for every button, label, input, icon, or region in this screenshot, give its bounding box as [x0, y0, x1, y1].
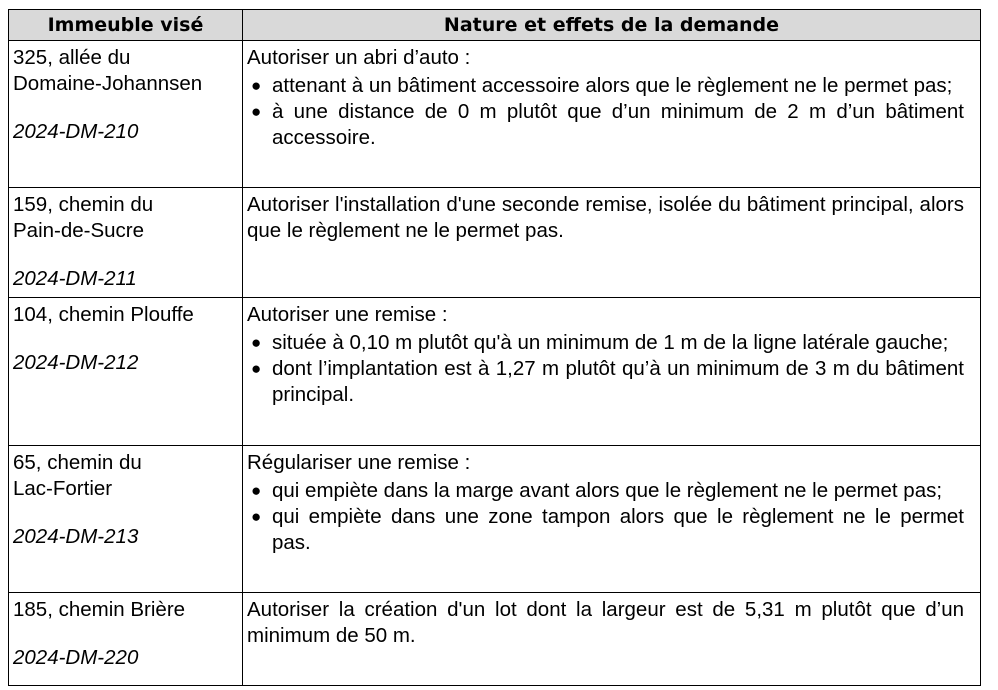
- file-code: 2024-DM-220: [13, 646, 139, 669]
- address-cell: [9, 593, 243, 686]
- bullet-list: [247, 330, 964, 408]
- bullet-text: attenant à un bâtiment accessoire alors que le règlement ne le permet pas;: [272, 74, 953, 97]
- address-cell: [9, 446, 243, 593]
- address-cell: [9, 298, 243, 446]
- table-row: [9, 593, 981, 686]
- address-cell: [9, 41, 243, 188]
- list-item: [247, 356, 964, 408]
- address-cell: [9, 188, 243, 298]
- list-item: [247, 478, 964, 504]
- bullet-text: dont l’implantation est à 1,27 m plutôt qu’à un minimum de 3 m du bâtiment principal.: [272, 357, 964, 406]
- bullet-text: qui empiète dans la marge avant alors que le règlement ne le permet pas;: [272, 479, 943, 502]
- table-row: [9, 188, 981, 298]
- description-cell: [243, 188, 981, 298]
- bullet-list: [247, 73, 964, 151]
- file-code: 2024-DM-213: [13, 525, 139, 548]
- header-immeuble: Immeuble visé: [9, 10, 243, 41]
- bullet-icon: ●: [251, 359, 262, 378]
- file-code: 2024-DM-212: [13, 351, 139, 374]
- description-cell: [243, 41, 981, 188]
- list-item: [247, 504, 964, 556]
- table-row: [9, 298, 981, 446]
- table-row: [9, 41, 981, 188]
- table-row: [9, 446, 981, 593]
- requests-table: [8, 9, 981, 686]
- list-item: [247, 99, 964, 151]
- bullet-icon: ●: [251, 76, 262, 95]
- file-code: 2024-DM-211: [13, 267, 137, 290]
- table-header-row: [9, 10, 981, 41]
- bullet-text: située à 0,10 m plutôt qu'à un minimum de 1 m de la ligne latérale gauche;: [272, 331, 949, 354]
- address-text: 185, chemin Brière: [13, 598, 186, 621]
- bullet-icon: ●: [251, 102, 262, 121]
- description-cell: [243, 593, 981, 686]
- header-nature: Nature et effets de la demande: [243, 10, 981, 41]
- address-text: 325, allée du Domaine-Johannsen: [13, 46, 203, 95]
- bullet-list: [247, 478, 964, 556]
- description-cell: [243, 298, 981, 446]
- bullet-icon: ●: [251, 507, 262, 526]
- address-text: 159, chemin du Pain-de-Sucre: [13, 193, 154, 242]
- bullet-icon: ●: [251, 333, 262, 352]
- description-cell: [243, 446, 981, 593]
- list-item: [247, 73, 964, 99]
- list-item: [247, 330, 964, 356]
- requests-table-wrapper: [8, 9, 981, 686]
- description-intro: Régulariser une remise :: [247, 451, 471, 474]
- description-intro: Autoriser un abri d’auto :: [247, 46, 471, 69]
- bullet-text: qui empiète dans une zone tampon alors que le règlement ne le permet pas.: [272, 505, 964, 554]
- address-text: 65, chemin du Lac-Fortier: [13, 451, 142, 500]
- description-intro: Autoriser la création d'un lot dont la largeur est de 5,31 m plutôt que d’un minimum de 50 m.: [247, 598, 964, 647]
- address-text: 104, chemin Plouffe: [13, 303, 194, 326]
- file-code: 2024-DM-210: [13, 120, 139, 143]
- bullet-text: à une distance de 0 m plutôt que d’un minimum de 2 m d’un bâtiment accessoire.: [272, 100, 964, 149]
- description-intro: Autoriser l'installation d'une seconde remise, isolée du bâtiment principal, alors que le règlement ne le permet pas.: [247, 193, 964, 242]
- description-intro: Autoriser une remise :: [247, 303, 448, 326]
- bullet-icon: ●: [251, 481, 262, 500]
